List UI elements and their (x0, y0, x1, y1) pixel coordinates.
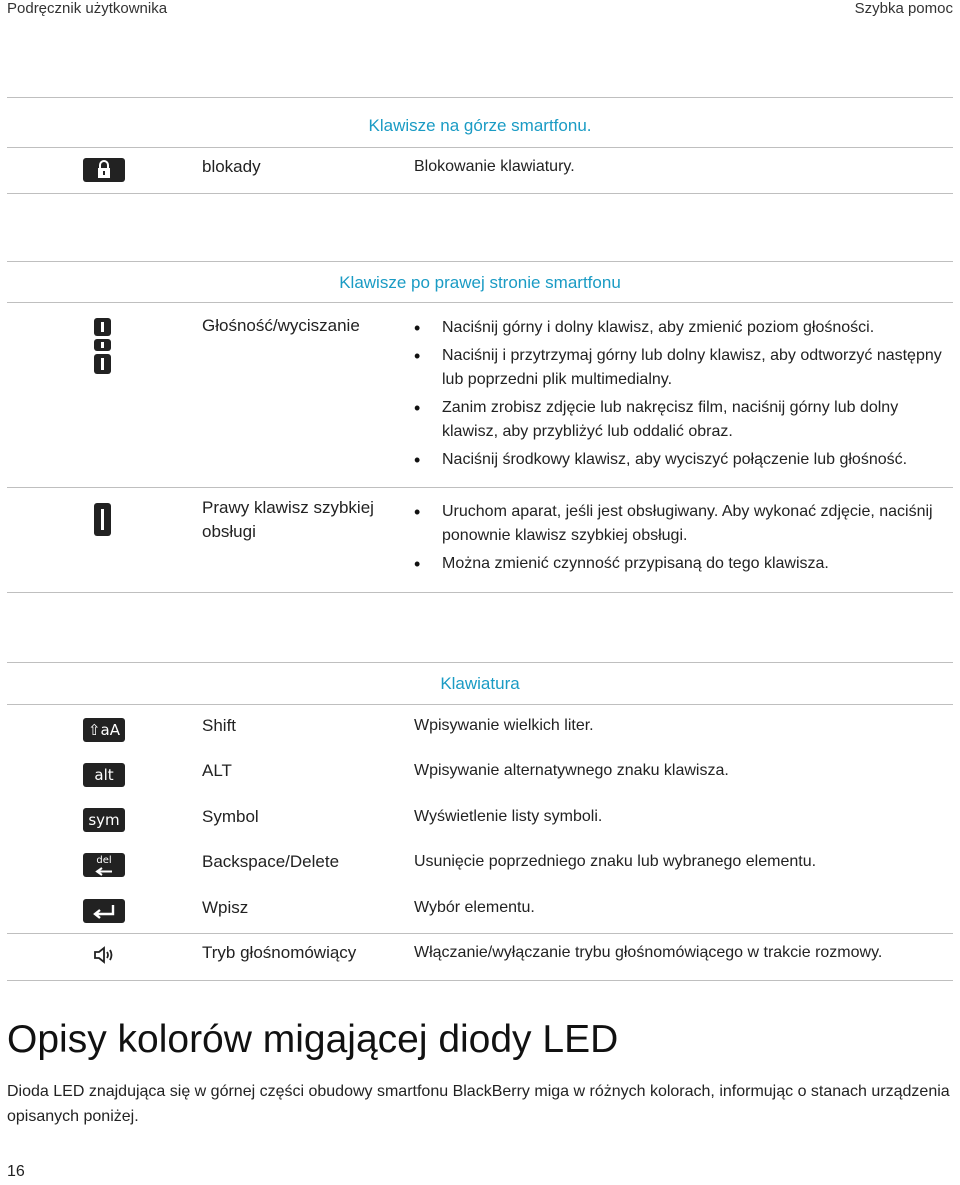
list-item: • Naciśnij górny i dolny klawisz, aby zmienić poziom głośności. (414, 316, 944, 340)
del-key-label: del (96, 855, 112, 866)
key-name: Shift (202, 716, 237, 735)
divider (7, 302, 953, 303)
lock-icon (83, 158, 125, 182)
section-title-right-keys: Klawisze po prawej stronie smartfonu (339, 273, 621, 292)
divider (7, 261, 953, 262)
volume-keys-icon (93, 318, 113, 376)
section-title-top-keys: Klawisze na górze smartfonu. (368, 116, 592, 135)
running-header-left: Podręcznik użytkownika (7, 0, 168, 17)
sym-key-icon: sym (83, 808, 125, 832)
key-name: Głośność/wyciszanie (202, 316, 360, 335)
key-name: Prawy klawisz szybkiej obsługi (202, 498, 374, 541)
key-name: Backspace/Delete (202, 852, 340, 871)
divider (7, 97, 953, 98)
enter-key-icon (83, 899, 125, 923)
divider (7, 147, 953, 148)
list-item: • Zanim zrobisz zdjęcie lub nakręcisz film, naciśnij górny lub dolny klawisz, aby przybliżyć lub oddalić obraz. (414, 396, 944, 444)
divider (7, 704, 953, 705)
left-arrow-icon (94, 867, 114, 876)
bullet-list (414, 316, 944, 476)
list-item: • Uruchom aparat, jeśli jest obsługiwany. Aby wykonać zdjęcie, naciśnij ponownie klawisz szybkiej obsługi. (414, 500, 944, 548)
del-key-icon (83, 853, 125, 877)
divider (7, 980, 953, 981)
divider (7, 592, 953, 593)
list-item: • Naciśnij i przytrzymaj górny lub dolny klawisz, aby odtworzyć następny lub poprzedni plik multimedialny. (414, 344, 944, 392)
body-paragraph: Dioda LED znajdująca się w górnej części obudowy smartfonu BlackBerry miga w różnych kolorach, informując o stanach urządzenia opisanych poniżej. (7, 1083, 950, 1125)
key-name: blokady (202, 157, 261, 176)
divider (7, 933, 953, 934)
list-item: • Można zmienić czynność przypisaną do tego klawisza. (414, 552, 944, 576)
key-description: Wpisywanie wielkich liter. (414, 717, 594, 734)
alt-key-icon: alt (83, 763, 125, 787)
key-name: Tryb głośnomówiący (202, 943, 357, 962)
key-description: Wybór elementu. (414, 899, 535, 916)
page-number: 16 (7, 1163, 25, 1180)
key-name: Wpisz (202, 898, 249, 917)
key-description: Wyświetlenie listy symboli. (414, 808, 603, 825)
shift-key-icon: ⇧aA (83, 718, 125, 742)
key-name: ALT (202, 761, 232, 780)
key-description: Blokowanie klawiatury. (414, 158, 575, 175)
section-title-keyboard: Klawiatura (440, 674, 520, 693)
key-description: Usunięcie poprzedniego znaku lub wybranego elementu. (414, 853, 817, 870)
running-header-right: Szybka pomoc (854, 0, 953, 17)
key-description: Wpisywanie alternatywnego znaku klawisza. (414, 762, 729, 779)
divider (7, 487, 953, 488)
key-description: Włączanie/wyłączanie trybu głośnomówiącego w trakcie rozmowy. (414, 944, 883, 961)
divider (7, 662, 953, 663)
section-heading: Opisy kolorów migającej diody LED (7, 1018, 619, 1061)
list-item: • Naciśnij środkowy klawisz, aby wyciszyć połączenie lub głośność. (414, 448, 944, 472)
convenience-key-icon (93, 503, 113, 537)
key-name: Symbol (202, 807, 259, 826)
divider (7, 193, 953, 194)
bullet-list (414, 500, 944, 580)
speaker-icon (93, 945, 115, 965)
